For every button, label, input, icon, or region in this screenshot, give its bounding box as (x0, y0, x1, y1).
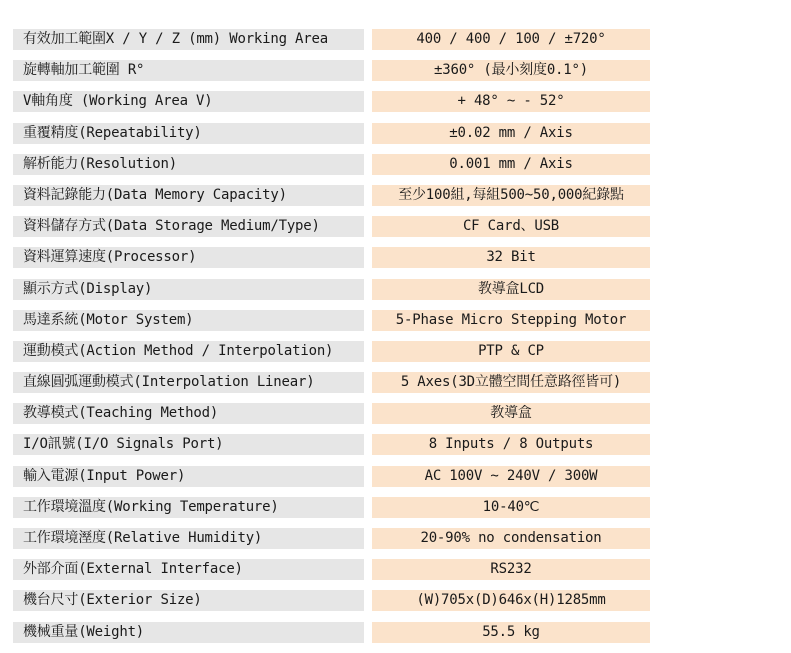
spec-label: 機台尺寸(Exterior Size) (13, 590, 364, 611)
spec-row-motor-system (13, 310, 650, 331)
spec-value: 400 / 400 / 100 / ±720° (372, 29, 650, 50)
spec-value: ±360° (最小刻度0.1°) (372, 60, 650, 81)
spec-value: 8 Inputs / 8 Outputs (372, 434, 650, 455)
spec-label: 顯示方式(Display) (13, 279, 364, 300)
spec-value: ±0.02 mm / Axis (372, 123, 650, 144)
spec-label: 資料運算速度(Processor) (13, 247, 364, 268)
spec-label: 資料記錄能力(Data Memory Capacity) (13, 185, 364, 206)
spec-value: 0.001 mm / Axis (372, 154, 650, 175)
spec-row-exterior-size (13, 590, 650, 611)
spec-row-memory-capacity (13, 185, 650, 206)
spec-label: 重覆精度(Repeatability) (13, 123, 364, 144)
spec-value: 教導盒 (372, 403, 650, 424)
spec-value: 5 Axes(3D立體空間任意路徑皆可) (372, 372, 650, 393)
spec-label: 外部介面(External Interface) (13, 559, 364, 580)
spec-value: 教導盒LCD (372, 279, 650, 300)
spec-label: 輸入電源(Input Power) (13, 466, 364, 487)
spec-value: (W)705x(D)646x(H)1285mm (372, 590, 650, 611)
spec-label: 有效加工範圍X / Y / Z (mm) Working Area (13, 29, 364, 50)
spec-label: V軸角度 (Working Area V) (13, 91, 364, 112)
spec-row-resolution (13, 154, 650, 175)
spec-row-processor (13, 247, 650, 268)
spec-row-working-temperature (13, 497, 650, 518)
spec-value: 5-Phase Micro Stepping Motor (372, 310, 650, 331)
spec-label: I/O訊號(I/O Signals Port) (13, 434, 364, 455)
spec-row-teaching-method (13, 403, 650, 424)
spec-value: 32 Bit (372, 247, 650, 268)
spec-label: 工作環境溫度(Working Temperature) (13, 497, 364, 518)
spec-label: 直線圓弧運動模式(Interpolation Linear) (13, 372, 364, 393)
spec-label: 機械重量(Weight) (13, 622, 364, 643)
spec-label: 旋轉軸加工範圍 R° (13, 60, 364, 81)
spec-label: 解析能力(Resolution) (13, 154, 364, 175)
spec-table (13, 29, 650, 653)
spec-value: PTP & CP (372, 341, 650, 362)
spec-row-external-interface (13, 559, 650, 580)
spec-row-relative-humidity (13, 528, 650, 549)
spec-value: 55.5 kg (372, 622, 650, 643)
spec-value: 至少100組,每組500~50,000紀錄點 (372, 185, 650, 206)
spec-label: 工作環境溼度(Relative Humidity) (13, 528, 364, 549)
spec-row-repeatability (13, 123, 650, 144)
spec-row-io-signals (13, 434, 650, 455)
spec-row-weight (13, 622, 650, 643)
spec-row-interpolation-linear (13, 372, 650, 393)
spec-row-storage-medium (13, 216, 650, 237)
spec-row-input-power (13, 466, 650, 487)
spec-label: 教導模式(Teaching Method) (13, 403, 364, 424)
spec-row-display (13, 279, 650, 300)
spec-label: 資料儲存方式(Data Storage Medium/Type) (13, 216, 364, 237)
spec-value: CF Card、USB (372, 216, 650, 237)
spec-value: 10-40℃ (372, 497, 650, 518)
spec-label: 馬達系統(Motor System) (13, 310, 364, 331)
spec-row-action-method (13, 341, 650, 362)
spec-row-v-axis-angle (13, 91, 650, 112)
spec-value: + 48° ~ - 52° (372, 91, 650, 112)
spec-value: AC 100V ~ 240V / 300W (372, 466, 650, 487)
spec-row-working-area (13, 29, 650, 50)
spec-value: 20-90% no condensation (372, 528, 650, 549)
spec-value: RS232 (372, 559, 650, 580)
spec-label: 運動模式(Action Method / Interpolation) (13, 341, 364, 362)
spec-row-rotary-range (13, 60, 650, 81)
